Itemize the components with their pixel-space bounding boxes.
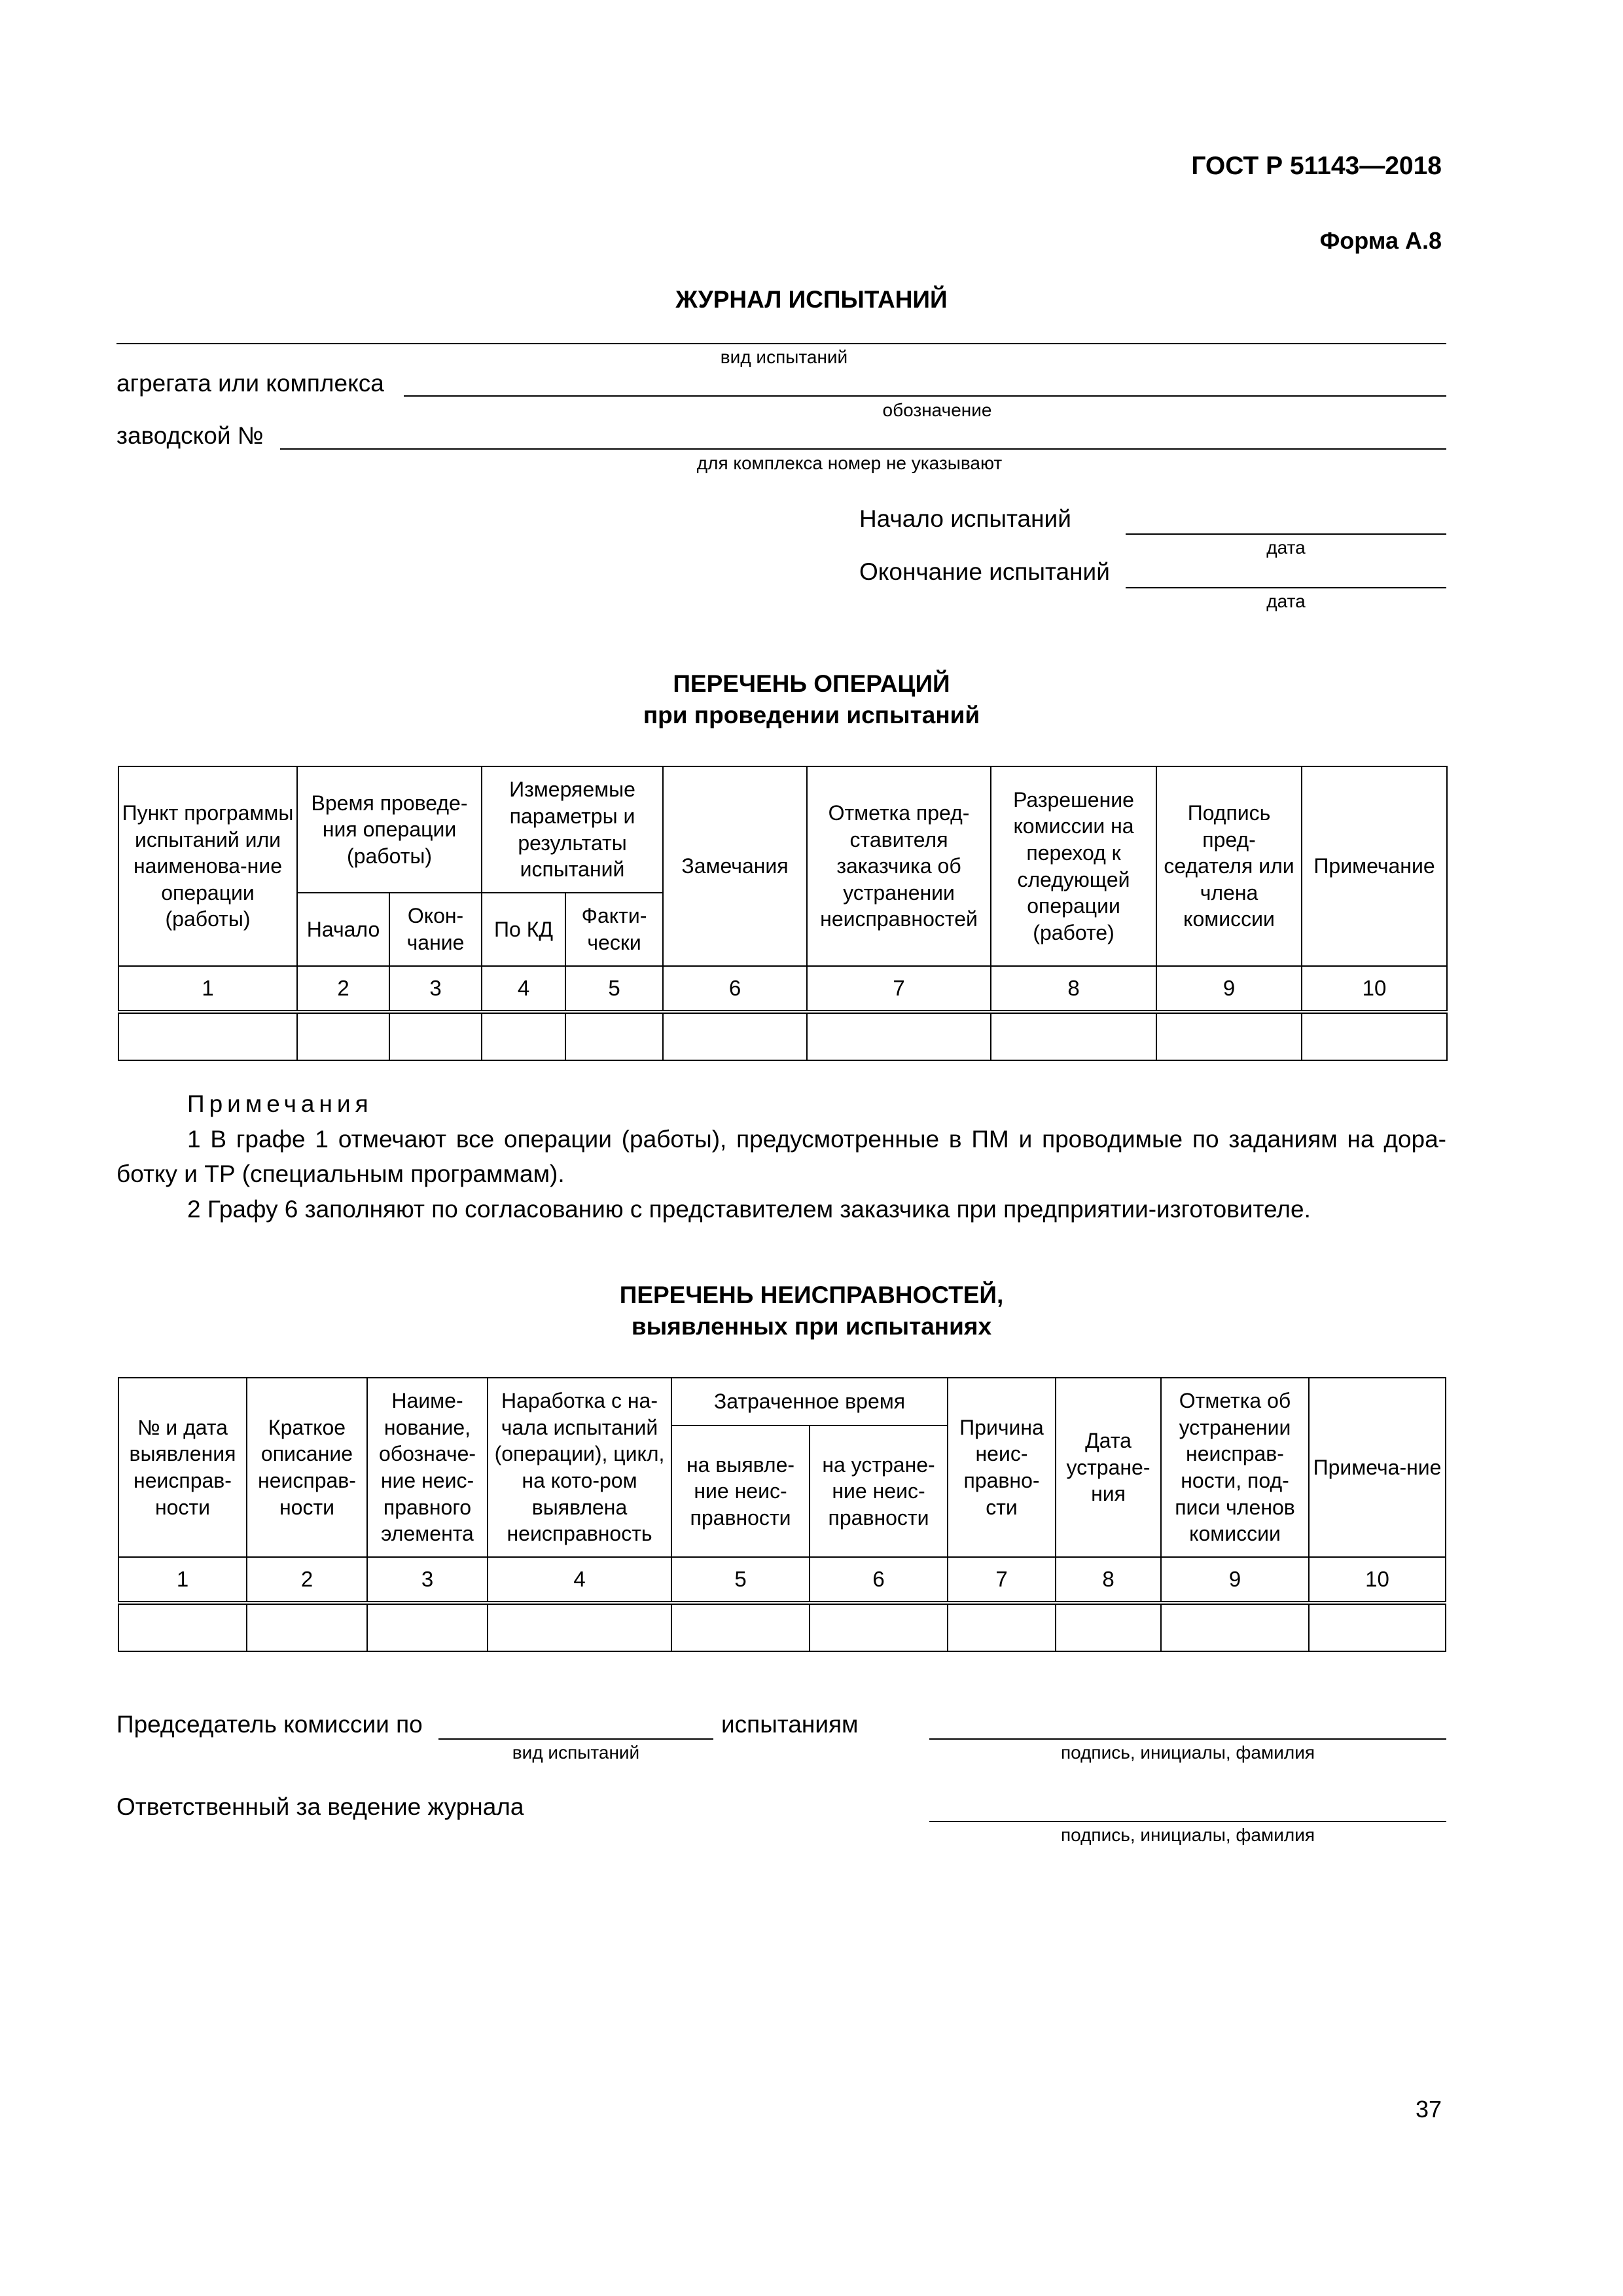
faults-col-number: 10 [1309,1557,1446,1603]
ops-col-number: 2 [297,966,389,1012]
ops-col-number: 8 [991,966,1156,1012]
chairman-test-type-caption: вид испытаний [512,1742,640,1763]
ops-col-number: 10 [1302,966,1447,1012]
ops-col-signature-header: Подпись пред-седателя или члена комиссии [1156,766,1302,966]
ops-col-kd-header: По КД [482,893,565,966]
ops-col-number: 1 [118,966,297,1012]
ops-col-item-header: Пункт программы испытаний или наименова-ние операции (работы) [118,766,297,966]
table-cell[interactable] [671,1603,810,1651]
faults-col-number: 1 [118,1557,247,1603]
chairman-suffix: испытаниям [721,1711,859,1738]
table-cell[interactable] [807,1012,991,1060]
responsible-label: Ответственный за ведение журнала [116,1793,524,1820]
faults-col-number: 5 [671,1557,810,1603]
ops-col-number: 9 [1156,966,1302,1012]
ops-col-number: 3 [389,966,482,1012]
ops-col-actual-header: Факти-чески [565,893,663,966]
notes-title: Примечания [187,1090,373,1117]
faults-col-fix-date-header: Дата устране-ния [1056,1378,1161,1557]
table-cell[interactable] [948,1603,1056,1651]
journal-title: ЖУРНАЛ ИСПЫТАНИЙ [675,286,948,313]
end-date-line[interactable] [1126,587,1446,588]
table-cell[interactable] [247,1603,367,1651]
faults-col-id-header: № и дата выявления неисправ-ности [118,1378,247,1557]
page-number: 37 [1415,2096,1442,2123]
table-cell[interactable] [663,1012,807,1060]
table-cell[interactable] [488,1603,671,1651]
serial-caption: для комплекса номер не указывают [696,453,1003,473]
note-1: 1 В графе 1 отмечают все операции (работы), предусмотренные в ПМ и проводимые по заданиям на дора-ботку и ТР (специальным программам). [116,1125,1446,1188]
ops-col-params-header: Измеряемые параметры и результаты испытаний [482,766,663,893]
ops-col-start-header: Начало [297,893,389,966]
faults-title: ПЕРЕЧЕНЬ НЕИСПРАВНОСТЕЙ, [619,1282,1004,1308]
faults-col-runtime-header: Наработка с на-чала испытаний (операции), цикл, на кото-ром выявлена неисправность [488,1378,671,1557]
start-date-caption: дата [1266,537,1306,558]
ops-col-customer-mark-header: Отметка пред-ставителя заказчика об устранении неисправностей [807,766,991,966]
ops-col-number: 7 [807,966,991,1012]
responsible-signature-line[interactable] [929,1821,1446,1822]
table-cell[interactable] [1309,1603,1446,1651]
table-cell[interactable] [118,1012,297,1060]
test-type-caption: вид испытаний [720,347,848,367]
faults-col-description-header: Краткое описание неисправ-ности [247,1378,367,1557]
faults-col-cause-header: Причина неис-правно-сти [948,1378,1056,1557]
faults-col-detect-time-header: на выявле-ние неис-правности [671,1426,810,1557]
chairman-signature-line[interactable] [929,1738,1446,1740]
ops-col-number: 6 [663,966,807,1012]
faults-col-number: 6 [810,1557,948,1603]
operations-subtitle: при проведении испытаний [643,702,980,728]
table-cell[interactable] [810,1603,948,1651]
unit-label: агрегата или комплекса [116,370,384,397]
end-date-caption: дата [1266,591,1306,611]
table-cell[interactable] [118,1603,247,1651]
ops-empty-row [118,1012,1447,1060]
serial-label: заводской № [116,422,264,449]
operations-title: ПЕРЕЧЕНЬ ОПЕРАЦИЙ [673,670,950,697]
faults-col-number: 9 [1161,1557,1309,1603]
end-label: Окончание испытаний [859,558,1110,585]
table-cell[interactable] [991,1012,1156,1060]
faults-table [118,1377,1446,1652]
faults-col-fix-time-header: на устране-ние неис-правности [810,1426,948,1557]
faults-col-number: 8 [1056,1557,1161,1603]
faults-col-number: 3 [367,1557,488,1603]
faults-col-number: 2 [247,1557,367,1603]
table-cell[interactable] [297,1012,389,1060]
faults-col-time-spent-header: Затраченное время [671,1378,948,1426]
table-cell[interactable] [1161,1603,1309,1651]
chairman-signature-caption: подпись, инициалы, фамилия [1060,1742,1315,1763]
ops-col-number: 5 [565,966,663,1012]
table-cell[interactable] [1056,1603,1161,1651]
responsible-signature-caption: подпись, инициалы, фамилия [1060,1825,1315,1845]
designation-caption: обозначение [882,400,992,420]
faults-col-number: 7 [948,1557,1056,1603]
ops-col-number: 4 [482,966,565,1012]
faults-col-element-header: Наиме-нование, обозначе-ние неис-правного элемента [367,1378,488,1557]
faults-empty-row [118,1603,1446,1651]
table-cell[interactable] [1156,1012,1302,1060]
table-cell[interactable] [367,1603,488,1651]
table-cell[interactable] [389,1012,482,1060]
form-number: Форма А.8 [1319,227,1442,254]
faults-subtitle: выявленных при испытаниях [631,1313,992,1340]
ops-col-remarks-header: Замечания [663,766,807,966]
faults-col-fix-mark-header: Отметка об устранении неисправ-ности, под-писи членов комиссии [1161,1378,1309,1557]
table-cell[interactable] [1302,1012,1447,1060]
ops-col-note-header: Примечание [1302,766,1447,966]
chairman-test-type-line[interactable] [438,1738,713,1740]
serial-number-line[interactable] [280,448,1446,450]
start-label: Начало испытаний [859,505,1071,532]
standard-number: ГОСТ Р 51143—2018 [1191,152,1442,180]
note-2: 2 Графу 6 заполняют по согласованию с представителем заказчика при предприятии-изготовителе. [187,1195,1311,1223]
table-cell[interactable] [565,1012,663,1060]
start-date-line[interactable] [1126,533,1446,535]
chairman-label: Председатель комиссии по [116,1711,423,1738]
notes-block [116,1086,1446,1227]
table-cell[interactable] [482,1012,565,1060]
unit-designation-line[interactable] [404,395,1446,397]
faults-col-note-header: Примеча-ние [1309,1378,1446,1557]
ops-col-end-header: Окон-чание [389,893,482,966]
test-type-line[interactable] [116,343,1446,344]
operations-table [118,766,1448,1061]
ops-col-permission-header: Разрешение комиссии на переход к следующей операции (работе) [991,766,1156,966]
faults-col-number: 4 [488,1557,671,1603]
ops-col-time-header: Время проведе-ния операции (работы) [297,766,482,893]
